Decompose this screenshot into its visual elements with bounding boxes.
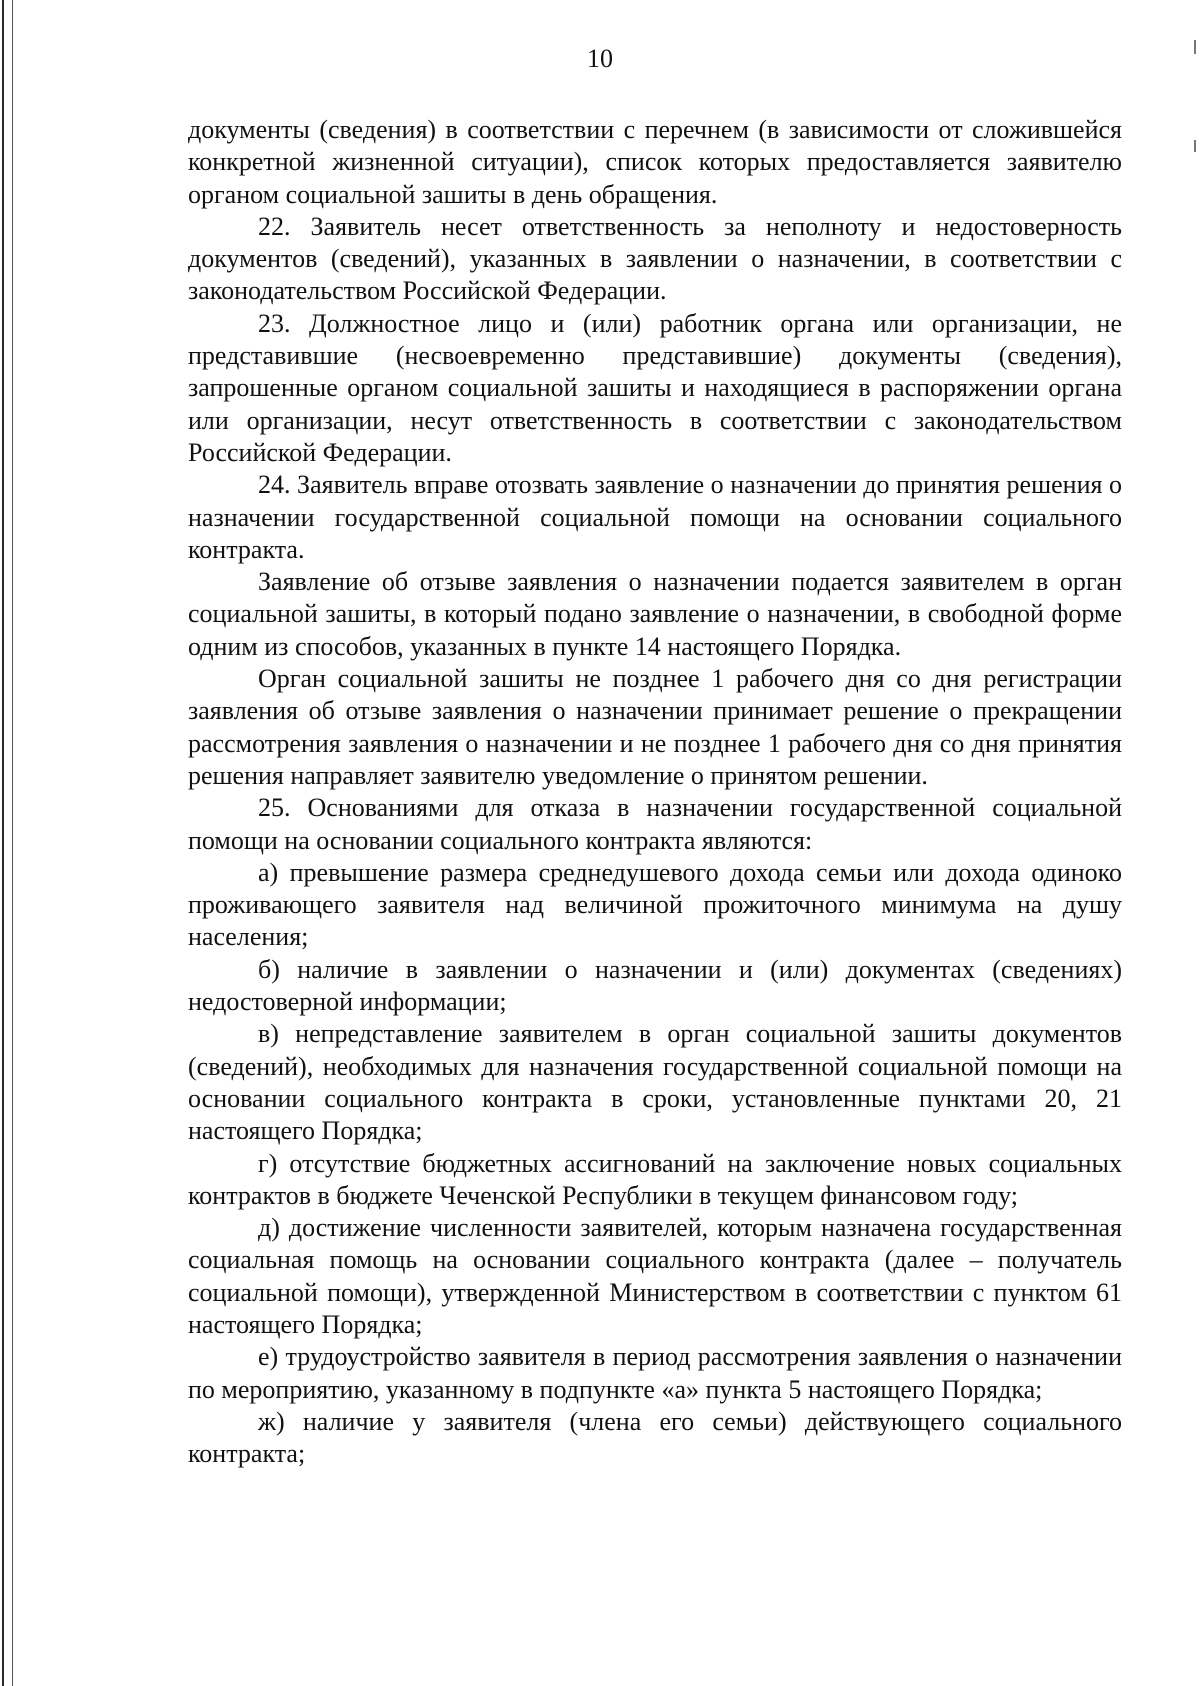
paragraph-23: 23. Должностное лицо и (или) работник органа или организации, не представившие (несвоевременно представившие) документы (сведения), запрошенные органом социальной зашиты и находящиеся в распоряжении органа или организации, несут ответственность в соответствии с законодательством Российской Федерации. — [188, 308, 1122, 467]
paragraph-25: 25. Основаниями для отказа в назначении государственной социальной помощи на основании социального контракта являются: — [188, 793, 1122, 855]
paragraph-24-decision: Орган социальной зашиты не позднее 1 рабочего дня со дня регистрации заявления об отзыве заявления о назначении принимает решение о прекращении рассмотрения заявления о назначении и не позднее 1 рабочего дня со дня принятия решения направляет заявителю уведомление о принятом решении. — [188, 664, 1122, 790]
scan-edge-line — [2, 0, 4, 1686]
list-item-v: в) непредставление заявителем в орган социальной зашиты документов (сведений), необходимых для назначения государственной социальной помощи на основании социального контракта в сроки, установленные пунктами 20, 21 настоящего Порядка; — [188, 1019, 1122, 1146]
list-item-b: б) наличие в заявлении о назначении и (или) документах (сведениях) недостоверной информации; — [188, 954, 1122, 1017]
list-item-e: е) трудоустройство заявителя в период рассмотрения заявления о назначении по мероприятию, указанному в подпункте «а» пункта 5 настоящего Порядка; — [188, 1342, 1122, 1404]
paragraph-continuation: документы (сведения) в соответствии с перечнем (в зависимости от сложившейся конкретной жизненной ситуации), список которых предоставляется заявителю органом социальной зашиты в день обращения. — [188, 115, 1122, 209]
paragraph-24-withdrawal-form: Заявление об отзыве заявления о назначении подается заявителем в орган социальной зашиты, в который подано заявление о назначении, в свободной форме одним из способов, указанных в пункте 14 настоящего Порядка. — [188, 567, 1122, 661]
list-item-g: г) отсутствие бюджетных ассигнований на заключение новых социальных контрактов в бюджете Чеченской Республики в текущем финансовом году; — [188, 1148, 1122, 1210]
list-item-zh: ж) наличие у заявителя (члена его семьи) действующего социального контракта; — [188, 1406, 1122, 1469]
scan-edge-line — [12, 0, 13, 1686]
list-item-a: а) превышение размера среднедушевого дохода семьи или дохода одиноко проживающего заявителя над величиной прожиточного минимума на душу населения; — [188, 857, 1122, 952]
paragraph-22: 22. Заявитель несет ответственность за неполноту и недостоверность документов (сведений), указанных в заявлении о назначении, в соответствии с законодательством Российской Федерации. — [188, 211, 1122, 306]
list-item-d: д) достижение численности заявителей, которым назначена государственная социальная помощь на основании социального контракта (далее – получатель социальной помощи), утвержденной Министерством в соответствии с пунктом 61 настоящего Порядка; — [188, 1213, 1122, 1339]
paragraph-24: 24. Заявитель вправе отозвать заявление о назначении до принятия решения о назначении государственной социальной помощи на основании социального контракта. — [188, 470, 1122, 564]
page-number: 10 — [587, 44, 613, 73]
scan-mark — [1194, 140, 1196, 152]
document-body — [188, 114, 1122, 1470]
